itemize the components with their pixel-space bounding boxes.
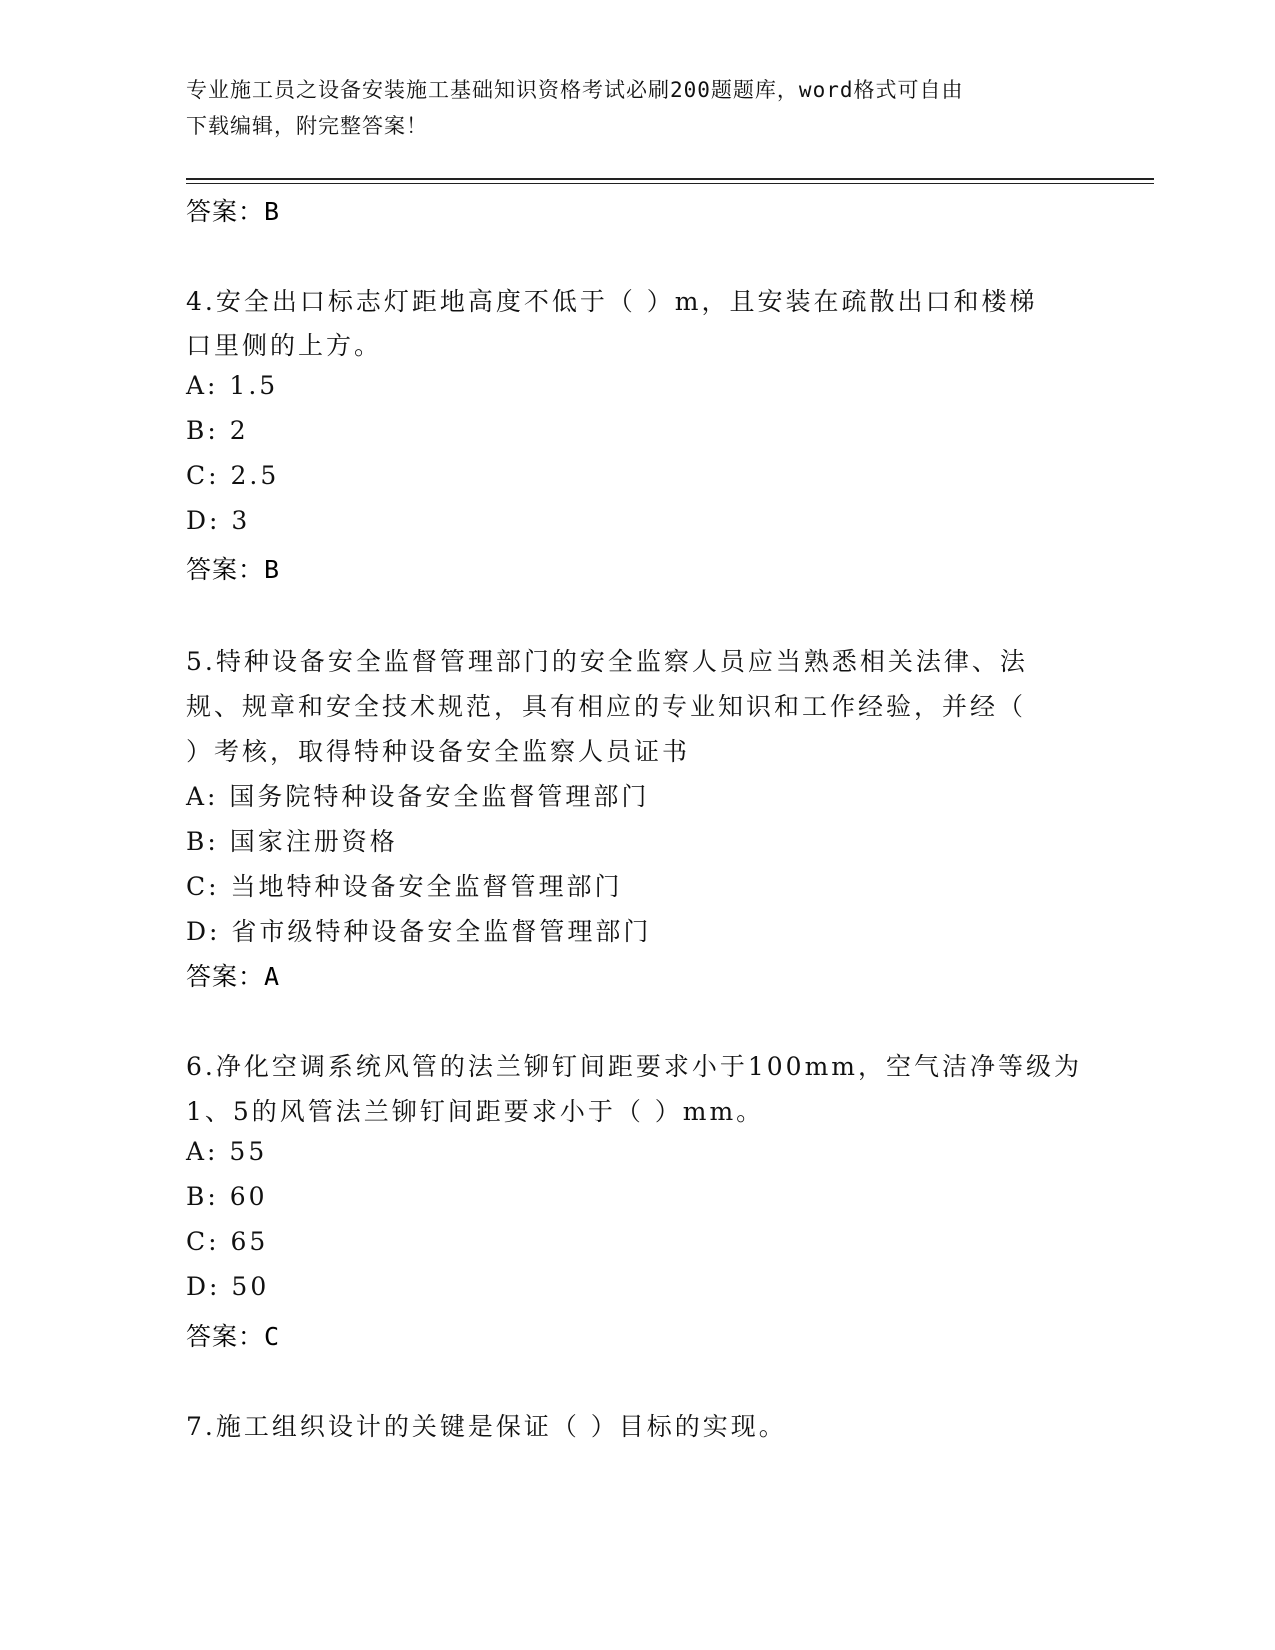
question-6-answer: 答案：C bbox=[186, 1322, 281, 1351]
question-5-option-d: D: 省市级特种设备安全监督管理部门 bbox=[186, 917, 652, 946]
question-6-line-1: 6.净化空调系统风管的法兰铆钉间距要求小于100mm，空气洁净等级为 bbox=[186, 1052, 1082, 1081]
question-4-option-a: A: 1.5 bbox=[186, 371, 279, 400]
question-6-line-2: 1、5的风管法兰铆钉间距要求小于（ ）mm。 bbox=[186, 1097, 765, 1126]
question-4-option-d: D: 3 bbox=[186, 506, 251, 535]
question-4-option-b: B: 2 bbox=[186, 416, 249, 445]
question-5-line-2: 规、规章和安全技术规范，具有相应的专业知识和工作经验，并经（ bbox=[186, 692, 1027, 721]
header-rule-thick bbox=[186, 178, 1154, 180]
question-4-answer: 答案：B bbox=[186, 555, 281, 584]
question-7-line-1: 7.施工组织设计的关键是保证（ ）目标的实现。 bbox=[186, 1412, 787, 1441]
question-4-line-2: 口里侧的上方。 bbox=[186, 331, 383, 360]
question-5-line-1: 5.特种设备安全监督管理部门的安全监察人员应当熟悉相关法律、法 bbox=[186, 647, 1028, 676]
question-5-answer: 答案：A bbox=[186, 962, 281, 991]
previous-answer: 答案：B bbox=[186, 197, 281, 226]
question-6-option-d: D: 50 bbox=[186, 1272, 270, 1301]
question-5-option-a: A: 国务院特种设备安全监督管理部门 bbox=[186, 782, 650, 811]
question-5-line-3: ）考核，取得特种设备安全监察人员证书 bbox=[186, 737, 691, 766]
header-line-2: 下载编辑，附完整答案！ bbox=[186, 114, 428, 138]
question-5-option-b: B: 国家注册资格 bbox=[186, 827, 398, 856]
question-5-option-c: C: 当地特种设备安全监督管理部门 bbox=[186, 872, 623, 901]
question-4-line-1: 4.安全出口标志灯距地高度不低于（ ）m，且安装在疏散出口和楼梯 bbox=[186, 287, 1038, 316]
question-4-option-c: C: 2.5 bbox=[186, 461, 280, 490]
header-line-1: 专业施工员之设备安装施工基础知识资格考试必刷200题题库，word格式可自由 bbox=[186, 78, 964, 102]
document-header bbox=[186, 72, 1086, 144]
question-6-option-b: B: 60 bbox=[186, 1182, 268, 1211]
question-6-option-a: A: 55 bbox=[186, 1137, 268, 1166]
header-rule-thin bbox=[186, 183, 1154, 184]
question-6-option-c: C: 65 bbox=[186, 1227, 269, 1256]
